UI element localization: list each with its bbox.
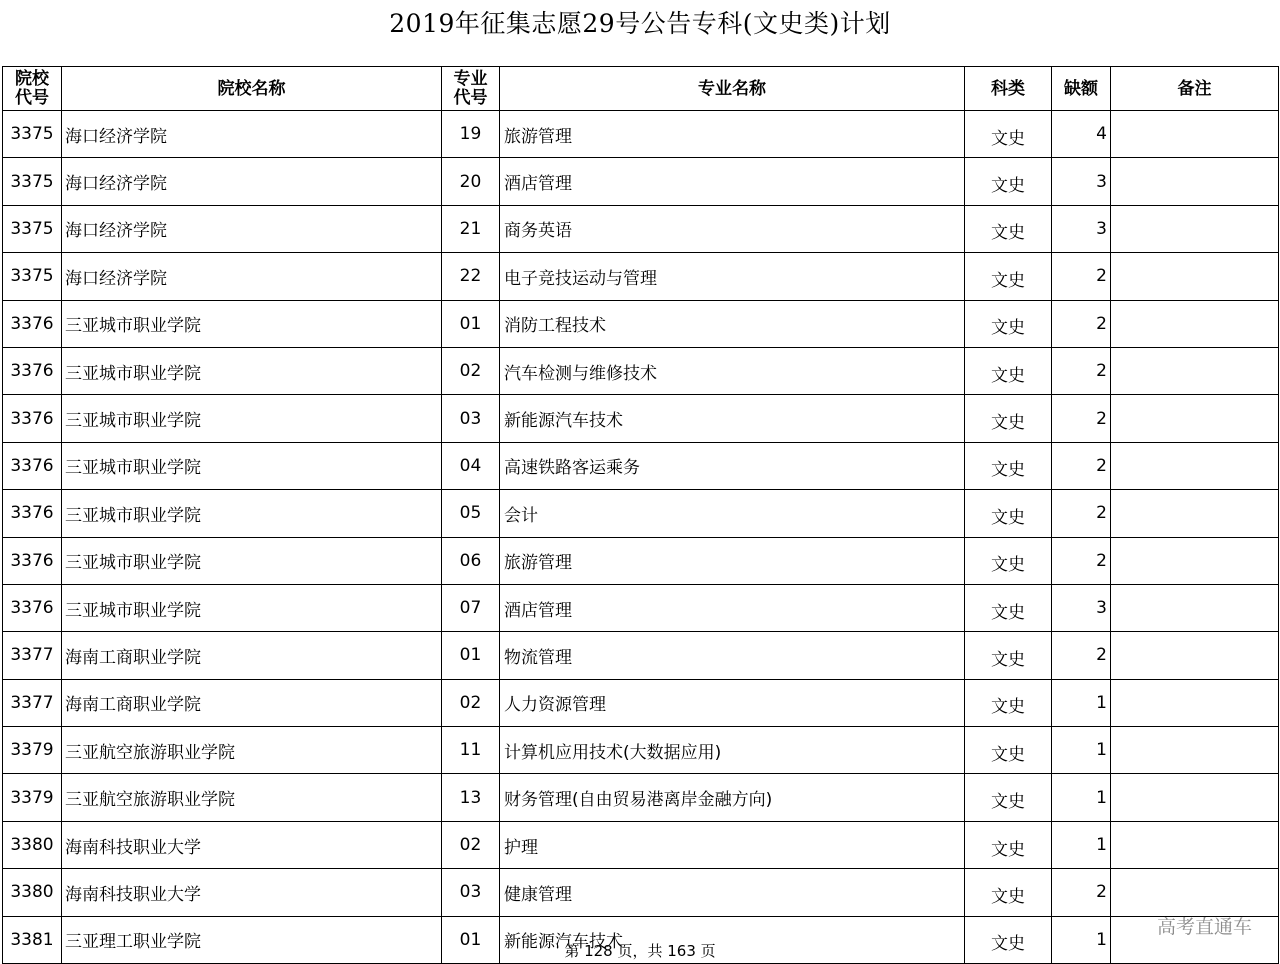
cell-remarks — [1111, 347, 1279, 394]
cell-vacancy: 4 — [1052, 111, 1111, 158]
cell-major-name: 酒店管理 — [500, 158, 965, 205]
header-major-code-line1: 专业 — [453, 68, 488, 89]
cell-major-code: 01 — [442, 916, 500, 963]
table-row — [3, 679, 1279, 726]
cell-category: 文史 — [965, 300, 1052, 347]
watermark: 高考直通车 — [1156, 916, 1252, 938]
cell-remarks — [1111, 774, 1279, 821]
cell-major-name: 汽车检测与维修技术 — [500, 347, 965, 394]
cell-vacancy: 1 — [1052, 774, 1111, 821]
cell-category: 文史 — [965, 347, 1052, 394]
cell-school-code: 3379 — [3, 727, 62, 774]
cell-school-code: 3377 — [3, 679, 62, 726]
cell-vacancy: 3 — [1052, 158, 1111, 205]
cell-remarks — [1111, 537, 1279, 584]
cell-vacancy: 2 — [1052, 490, 1111, 537]
cell-school-code: 3376 — [3, 537, 62, 584]
cell-vacancy: 1 — [1052, 679, 1111, 726]
cell-school-name: 三亚城市职业学院 — [62, 584, 442, 631]
cell-category: 文史 — [965, 632, 1052, 679]
cell-vacancy: 3 — [1052, 205, 1111, 252]
cell-category: 文史 — [965, 158, 1052, 205]
table-row — [3, 584, 1279, 631]
cell-vacancy: 1 — [1052, 821, 1111, 868]
cell-remarks — [1111, 111, 1279, 158]
cell-remarks — [1111, 253, 1279, 300]
cell-school-name: 三亚城市职业学院 — [62, 395, 442, 442]
cell-school-name: 三亚城市职业学院 — [62, 300, 442, 347]
cell-school-name: 海口经济学院 — [62, 253, 442, 300]
table-row — [3, 347, 1279, 394]
cell-category: 文史 — [965, 490, 1052, 537]
table-row — [3, 253, 1279, 300]
header-remarks: 备注 — [1111, 67, 1279, 111]
cell-school-name: 三亚航空旅游职业学院 — [62, 727, 442, 774]
cell-major-name: 新能源汽车技术 — [500, 916, 965, 963]
cell-major-code: 13 — [442, 774, 500, 821]
cell-school-code: 3376 — [3, 300, 62, 347]
cell-remarks — [1111, 442, 1279, 489]
cell-major-code: 07 — [442, 584, 500, 631]
cell-major-name: 高速铁路客运乘务 — [500, 442, 965, 489]
cell-school-name: 海南科技职业大学 — [62, 869, 442, 916]
cell-school-name: 海口经济学院 — [62, 158, 442, 205]
cell-school-code: 3376 — [3, 395, 62, 442]
cell-category: 文史 — [965, 821, 1052, 868]
cell-remarks — [1111, 821, 1279, 868]
header-category: 科类 — [965, 67, 1052, 111]
cell-school-code: 3375 — [3, 158, 62, 205]
cell-major-code: 01 — [442, 300, 500, 347]
cell-vacancy: 1 — [1052, 727, 1111, 774]
cell-major-name: 护理 — [500, 821, 965, 868]
cell-school-name: 三亚城市职业学院 — [62, 490, 442, 537]
cell-vacancy: 2 — [1052, 253, 1111, 300]
cell-school-name: 三亚航空旅游职业学院 — [62, 774, 442, 821]
table-row — [3, 442, 1279, 489]
cell-major-code: 04 — [442, 442, 500, 489]
cell-category: 文史 — [965, 869, 1052, 916]
cell-major-code: 03 — [442, 395, 500, 442]
table-row — [3, 869, 1279, 916]
cell-vacancy: 2 — [1052, 632, 1111, 679]
cell-category: 文史 — [965, 537, 1052, 584]
cell-remarks — [1111, 205, 1279, 252]
cell-vacancy: 2 — [1052, 300, 1111, 347]
header-school-code-line1: 院校 — [15, 68, 49, 89]
cell-school-name: 海口经济学院 — [62, 111, 442, 158]
cell-major-name: 计算机应用技术(大数据应用) — [500, 727, 965, 774]
cell-remarks — [1111, 300, 1279, 347]
cell-major-name: 消防工程技术 — [500, 300, 965, 347]
header-vacancy: 缺额 — [1052, 67, 1111, 111]
cell-category: 文史 — [965, 111, 1052, 158]
cell-school-name: 三亚城市职业学院 — [62, 347, 442, 394]
cell-major-code: 11 — [442, 727, 500, 774]
cell-school-name: 海口经济学院 — [62, 205, 442, 252]
cell-major-name: 酒店管理 — [500, 584, 965, 631]
cell-category: 文史 — [965, 205, 1052, 252]
cell-major-code: 06 — [442, 537, 500, 584]
cell-major-name: 人力资源管理 — [500, 679, 965, 726]
header-major-code — [442, 67, 500, 111]
table-row — [3, 395, 1279, 442]
cell-category: 文史 — [965, 727, 1052, 774]
cell-major-code: 02 — [442, 821, 500, 868]
cell-category: 文史 — [965, 442, 1052, 489]
header-school-code — [3, 67, 62, 111]
cell-major-name: 会计 — [500, 490, 965, 537]
cell-major-code: 22 — [442, 253, 500, 300]
table-row — [3, 821, 1279, 868]
cell-school-code: 3380 — [3, 869, 62, 916]
cell-school-name: 海南工商职业学院 — [62, 679, 442, 726]
table-row — [3, 632, 1279, 679]
table-row — [3, 111, 1279, 158]
cell-remarks — [1111, 584, 1279, 631]
cell-remarks — [1111, 158, 1279, 205]
table-row — [3, 490, 1279, 537]
cell-school-name: 三亚城市职业学院 — [62, 537, 442, 584]
table-row — [3, 774, 1279, 821]
table-row — [3, 537, 1279, 584]
cell-vacancy: 2 — [1052, 442, 1111, 489]
table-row — [3, 727, 1279, 774]
table-row — [3, 205, 1279, 252]
header-major-name: 专业名称 — [500, 67, 965, 111]
cell-school-name: 海南工商职业学院 — [62, 632, 442, 679]
cell-school-code: 3375 — [3, 253, 62, 300]
cell-school-name: 三亚城市职业学院 — [62, 442, 442, 489]
cell-major-code: 21 — [442, 205, 500, 252]
cell-remarks — [1111, 490, 1279, 537]
cell-major-name: 健康管理 — [500, 869, 965, 916]
cell-school-code: 3376 — [3, 347, 62, 394]
cell-major-code: 03 — [442, 869, 500, 916]
cell-remarks — [1111, 727, 1279, 774]
cell-vacancy: 3 — [1052, 584, 1111, 631]
cell-school-code: 3376 — [3, 490, 62, 537]
header-school-name: 院校名称 — [62, 67, 442, 111]
cell-vacancy: 2 — [1052, 347, 1111, 394]
cell-school-code: 3379 — [3, 774, 62, 821]
cell-school-code: 3375 — [3, 111, 62, 158]
cell-school-code: 3376 — [3, 442, 62, 489]
cell-major-name: 新能源汽车技术 — [500, 395, 965, 442]
cell-vacancy: 2 — [1052, 537, 1111, 584]
cell-major-name: 旅游管理 — [500, 111, 965, 158]
plan-table — [2, 66, 1279, 964]
cell-category: 文史 — [965, 679, 1052, 726]
header-major-code-line2: 代号 — [453, 87, 488, 108]
cell-major-name: 商务英语 — [500, 205, 965, 252]
cell-category: 文史 — [965, 253, 1052, 300]
page-title: 2019年征集志愿29号公告专科(文史类)计划 — [389, 9, 891, 38]
cell-school-code: 3377 — [3, 632, 62, 679]
cell-major-name: 电子竞技运动与管理 — [500, 253, 965, 300]
cell-vacancy: 1 — [1052, 916, 1111, 963]
header-school-code-line2: 代号 — [15, 87, 49, 108]
table-row — [3, 158, 1279, 205]
cell-remarks — [1111, 679, 1279, 726]
cell-school-code: 3376 — [3, 584, 62, 631]
cell-vacancy: 2 — [1052, 395, 1111, 442]
cell-major-name: 旅游管理 — [500, 537, 965, 584]
cell-vacancy: 2 — [1052, 869, 1111, 916]
cell-major-code: 20 — [442, 158, 500, 205]
cell-major-code: 19 — [442, 111, 500, 158]
table-row — [3, 300, 1279, 347]
table-body — [3, 111, 1279, 964]
page-footer: 第 128 页，共 163 页 — [564, 942, 716, 960]
cell-category: 文史 — [965, 774, 1052, 821]
cell-major-name: 物流管理 — [500, 632, 965, 679]
cell-school-code: 3380 — [3, 821, 62, 868]
cell-major-code: 01 — [442, 632, 500, 679]
cell-school-code: 3381 — [3, 916, 62, 963]
table-header-row — [3, 67, 1279, 111]
cell-major-code: 02 — [442, 347, 500, 394]
cell-school-code: 3375 — [3, 205, 62, 252]
cell-remarks — [1111, 632, 1279, 679]
cell-major-name: 财务管理(自由贸易港离岸金融方向) — [500, 774, 965, 821]
cell-remarks — [1111, 395, 1279, 442]
cell-school-name: 三亚理工职业学院 — [62, 916, 442, 963]
cell-category: 文史 — [965, 584, 1052, 631]
cell-category: 文史 — [965, 395, 1052, 442]
cell-major-code: 02 — [442, 679, 500, 726]
cell-major-code: 05 — [442, 490, 500, 537]
cell-category: 文史 — [965, 916, 1052, 963]
cell-school-name: 海南科技职业大学 — [62, 821, 442, 868]
cell-remarks — [1111, 869, 1279, 916]
